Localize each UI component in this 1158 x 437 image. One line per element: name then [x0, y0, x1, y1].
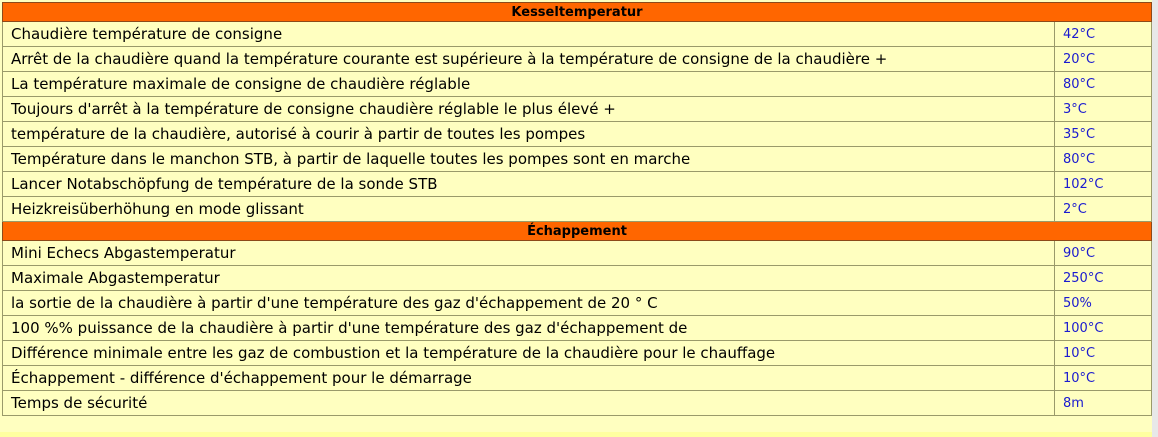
parameter-label: Mini Echecs Abgastemperatur	[3, 241, 1055, 266]
table-row	[3, 172, 1152, 197]
parameter-value[interactable]: 42°C	[1055, 22, 1152, 47]
parameter-label: 100 %% puissance de la chaudière à partir d'une température des gaz d'échappement de	[3, 316, 1055, 341]
table-row	[3, 341, 1152, 366]
table-row	[3, 366, 1152, 391]
parameter-value[interactable]: 90°C	[1055, 241, 1152, 266]
parameter-label: La température maximale de consigne de chaudière réglable	[3, 72, 1055, 97]
parameter-label: Arrêt de la chaudière quand la température courante est supérieure à la température de consigne de la chaudière +	[3, 47, 1055, 72]
parameter-label: Différence minimale entre les gaz de combustion et la température de la chaudière pour le chauffage	[3, 341, 1055, 366]
parameter-value[interactable]: 20°C	[1055, 47, 1152, 72]
table-row	[3, 47, 1152, 72]
parameter-value[interactable]: 10°C	[1055, 341, 1152, 366]
parameter-table	[2, 2, 1152, 416]
parameter-value[interactable]: 80°C	[1055, 72, 1152, 97]
table-row	[3, 197, 1152, 222]
parameter-value[interactable]: 50%	[1055, 291, 1152, 316]
parameter-label: Heizkreisüberhöhung en mode glissant	[3, 197, 1055, 222]
parameter-label: Temps de sécurité	[3, 391, 1055, 416]
table-row	[3, 72, 1152, 97]
parameter-value[interactable]: 250°C	[1055, 266, 1152, 291]
window-edge	[1152, 0, 1158, 437]
table-row	[3, 266, 1152, 291]
parameter-label: Toujours d'arrêt à la température de consigne chaudière réglable le plus élevé +	[3, 97, 1055, 122]
parameter-label: Température dans le manchon STB, à partir de laquelle toutes les pompes sont en marche	[3, 147, 1055, 172]
parameter-value[interactable]: 2°C	[1055, 197, 1152, 222]
section-title: Kesseltemperatur	[3, 3, 1152, 22]
parameter-label: la sortie de la chaudière à partir d'une température des gaz d'échappement de 20 ° C	[3, 291, 1055, 316]
parameter-label: Lancer Notabschöpfung de température de la sonde STB	[3, 172, 1055, 197]
parameter-value[interactable]: 100°C	[1055, 316, 1152, 341]
parameter-value[interactable]: 35°C	[1055, 122, 1152, 147]
parameter-value[interactable]: 80°C	[1055, 147, 1152, 172]
table-row	[3, 147, 1152, 172]
table-row	[3, 391, 1152, 416]
parameter-label: Maximale Abgastemperatur	[3, 266, 1055, 291]
parameter-label: température de la chaudière, autorisé à courir à partir de toutes les pompes	[3, 122, 1055, 147]
section-header-kesseltemperatur	[3, 3, 1152, 22]
parameter-value[interactable]: 3°C	[1055, 97, 1152, 122]
table-row	[3, 97, 1152, 122]
table-row	[3, 291, 1152, 316]
table-row	[3, 122, 1152, 147]
parameter-value[interactable]: 102°C	[1055, 172, 1152, 197]
section-title: Échappement	[3, 222, 1152, 241]
parameter-label: Chaudière température de consigne	[3, 22, 1055, 47]
bottom-strip	[0, 432, 1152, 437]
table-row	[3, 241, 1152, 266]
table-row	[3, 22, 1152, 47]
parameter-label: Échappement - différence d'échappement pour le démarrage	[3, 366, 1055, 391]
parameter-value[interactable]: 10°C	[1055, 366, 1152, 391]
parameter-value[interactable]: 8m	[1055, 391, 1152, 416]
section-header-echappement	[3, 222, 1152, 241]
table-row	[3, 316, 1152, 341]
